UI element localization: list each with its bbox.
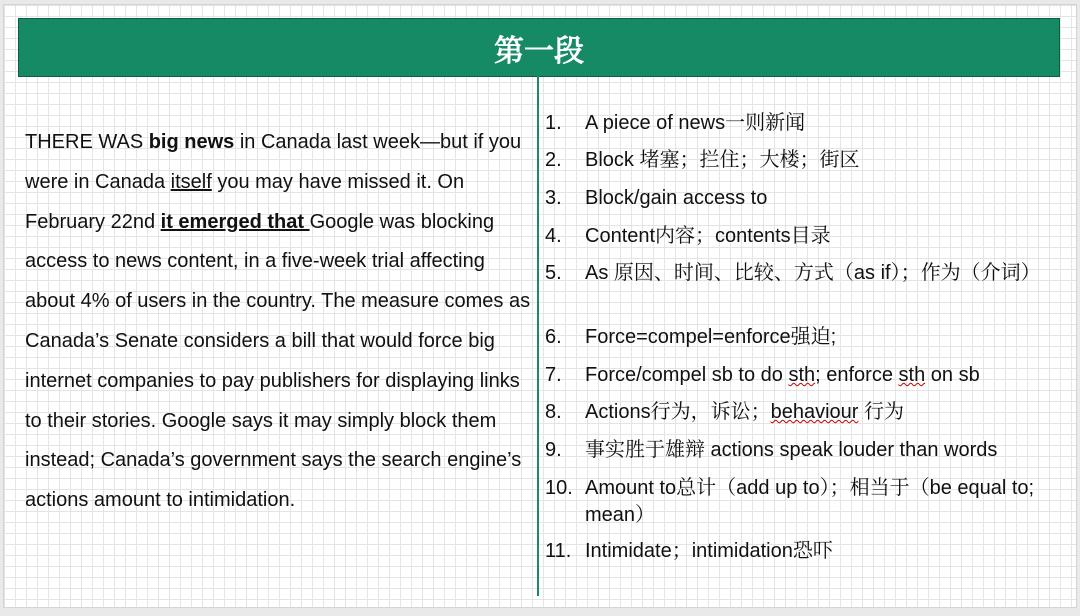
vocab-text: As 原因、时间、比较、方式（as if）；作为（介词） <box>585 262 1041 284</box>
vocab-number: 11. <box>545 540 572 562</box>
spellcheck-word: behaviour <box>770 401 859 423</box>
vocab-number: 9. <box>545 439 562 461</box>
column-divider <box>537 76 539 596</box>
passage-segment: you may have missed it. On February 22nd <box>25 170 465 233</box>
vocab-item-2 <box>545 147 1065 174</box>
vocab-fragment: ; enforce <box>815 364 899 386</box>
vocab-text: A piece of news一则新闻 <box>585 112 806 134</box>
spellcheck-word: sth <box>898 364 926 386</box>
passage-segment: in Canada last week—but if you were in Canada <box>25 131 522 193</box>
vocab-number: 7. <box>545 364 562 386</box>
slide <box>3 4 1077 608</box>
spellcheck-word: sth <box>788 364 816 386</box>
vocab-fragment: Actions行为，诉讼； <box>585 401 771 423</box>
vocab-item-10 <box>545 475 1065 529</box>
vocab-text <box>585 362 1065 389</box>
vocab-text: Amount to总计（add up to）；相当于（be equal to; mean） <box>585 477 1035 526</box>
passage-segment: THERE WAS <box>25 131 149 153</box>
vocab-number: 10. <box>545 477 573 499</box>
vocab-item-3 <box>545 185 1065 212</box>
vocab-item-4 <box>545 223 1065 250</box>
vocab-number: 8. <box>545 401 562 423</box>
vocab-number: 3. <box>545 187 562 209</box>
passage-segment: Google was blocking access to news content, in a five-week trial affecting about 4% of users in the country. The measure comes as Canada’s Senate considers a bill that would force big internet companies to pay publishers for displaying links to their stories. Google says it may simply block them instead; Canada’s government says the search engine’s actions amount to intimidation. <box>25 210 531 512</box>
vocab-text: Intimidate；intimidation恐吓 <box>585 540 833 562</box>
vocab-text: Content内容；contents目录 <box>585 225 831 247</box>
slide-title: 第一段 <box>494 33 584 69</box>
highlight-it-emerged-that: it emerged that <box>160 210 310 233</box>
passage-text <box>25 123 537 521</box>
vocab-item-5 <box>545 260 1065 287</box>
vocab-fragment: Force/compel sb to do <box>585 364 789 386</box>
vocab-text: Block/gain access to <box>585 187 768 209</box>
highlight-big-news: big news <box>148 131 235 153</box>
vocab-text: Block 堵塞；拦住；大楼；街区 <box>585 149 860 171</box>
vocab-number: 1. <box>545 112 562 134</box>
vocab-text: 事实胜于雄辩 actions speak louder than words <box>585 439 998 461</box>
vocab-text <box>585 399 1065 426</box>
vocab-item-9 <box>545 437 1065 464</box>
vocab-number: 4. <box>545 225 562 247</box>
vocab-text: Force=compel=enforce强迫; <box>585 326 837 348</box>
vocab-number: 6. <box>545 326 562 348</box>
vocab-number: 5. <box>545 262 562 284</box>
vocab-fragment: on sb <box>925 364 980 386</box>
vocab-item-8 <box>545 399 1065 426</box>
underline-itself: itself <box>170 170 212 193</box>
vocab-item-7 <box>545 362 1065 389</box>
vocab-item-11 <box>545 538 1065 565</box>
vocab-item-1 <box>545 110 1065 137</box>
vocab-number: 2. <box>545 149 562 171</box>
vocab-fragment: 行为 <box>858 401 904 423</box>
title-bar <box>18 18 1060 77</box>
vocab-item-6 <box>545 324 1065 351</box>
